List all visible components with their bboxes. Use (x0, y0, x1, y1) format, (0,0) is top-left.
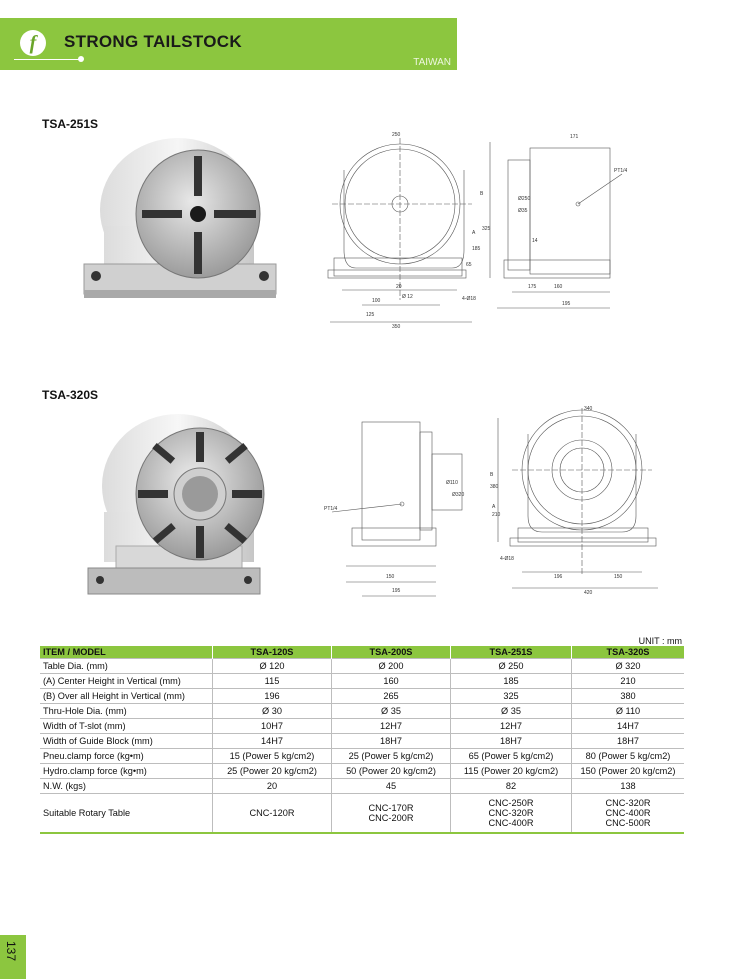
dim-label: Ø320 (452, 492, 465, 498)
dim-label: Ø110 (446, 480, 458, 486)
dim-label: 195 (392, 588, 401, 594)
dim-label: 420 (584, 590, 593, 596)
dim-label: B (480, 191, 484, 197)
table-cell: 18H7 (451, 734, 572, 749)
dim-label: Ø250 (518, 196, 531, 202)
row-label: Hydro.clamp force (kg•m) (40, 764, 213, 779)
table-cell: 25 (Power 20 kg/cm2) (213, 764, 332, 779)
drawing-tsa-320s (322, 404, 674, 604)
table-cell: 115 (213, 674, 332, 689)
product-photo-tsa-251s (82, 130, 282, 310)
row-label: Width of T-slot (mm) (40, 719, 213, 734)
table-cell: 14H7 (213, 734, 332, 749)
table-cell: 12H7 (332, 719, 451, 734)
dim-label: 380 (490, 484, 499, 490)
row-label: Pneu.clamp force (kg•m) (40, 749, 213, 764)
row-label: (B) Over all Height in Vertical (mm) (40, 689, 213, 704)
column-header: TSA-120S (213, 646, 332, 659)
unit-label: UNIT : mm (638, 636, 682, 646)
table-row (40, 779, 684, 794)
table-cell: 160 (332, 674, 451, 689)
table-cell: 25 (Power 5 kg/cm2) (332, 749, 451, 764)
column-header: TSA-320S (572, 646, 685, 659)
column-header: TSA-251S (451, 646, 572, 659)
table-cell: 18H7 (572, 734, 685, 749)
dim-label: Ø 12 (402, 294, 413, 300)
table-cell: CNC-320R CNC-400R CNC-500R (572, 794, 685, 834)
dim-label: A (492, 504, 496, 510)
table-row (40, 749, 684, 764)
dim-label: B (490, 472, 494, 478)
row-label: Suitable Rotary Table (40, 794, 213, 834)
table-cell: 45 (332, 779, 451, 794)
table-cell: 150 (Power 20 kg/cm2) (572, 764, 685, 779)
table-body (40, 659, 684, 834)
table-row (40, 659, 684, 674)
table-cell: 50 (Power 20 kg/cm2) (332, 764, 451, 779)
column-header: TSA-200S (332, 646, 451, 659)
table-cell: Ø 120 (213, 659, 332, 674)
dim-label: 350 (392, 324, 401, 330)
table-row (40, 674, 684, 689)
table-cell: Ø 35 (451, 704, 572, 719)
drawing-tsa-251s (322, 130, 627, 330)
page-title: STRONG TAILSTOCK (64, 32, 242, 51)
page-header (0, 18, 457, 70)
table-row (40, 719, 684, 734)
table-cell: 14H7 (572, 719, 685, 734)
table-cell: 265 (332, 689, 451, 704)
row-label: N.W. (kgs) (40, 779, 213, 794)
table-row (40, 734, 684, 749)
model-title-tsa-251s: TSA-251S (42, 117, 99, 131)
region-label: TAIWAN (413, 57, 451, 68)
spec-table (40, 646, 684, 834)
dim-label: PT1/4 (614, 168, 627, 174)
dim-label: PT1/4 (324, 506, 338, 512)
dim-label: 210 (492, 512, 501, 518)
table-cell: CNC-170R CNC-200R (332, 794, 451, 834)
dim-label: 340 (584, 406, 593, 412)
table-cell: 185 (451, 674, 572, 689)
dim-label: 160 (554, 284, 563, 290)
header-rule (14, 59, 80, 60)
table-cell: 115 (Power 20 kg/cm2) (451, 764, 572, 779)
table-cell: 82 (451, 779, 572, 794)
table-cell: Ø 110 (572, 704, 685, 719)
model-title-tsa-320s: TSA-320S (42, 388, 99, 402)
row-label: (A) Center Height in Vertical (mm) (40, 674, 213, 689)
table-cell: Ø 30 (213, 704, 332, 719)
dim-label: A (472, 230, 476, 236)
product-photo-tsa-320s (86, 408, 286, 604)
dim-label: 195 (562, 301, 571, 307)
table-cell: CNC-250R CNC-320R CNC-400R (451, 794, 572, 834)
dim-label: 185 (472, 246, 481, 252)
table-cell: 325 (451, 689, 572, 704)
row-label: Thru-Hole Dia. (mm) (40, 704, 213, 719)
table-cell: 15 (Power 5 kg/cm2) (213, 749, 332, 764)
dim-label: 150 (386, 574, 395, 580)
table-cell: 138 (572, 779, 685, 794)
table-cell: 18H7 (332, 734, 451, 749)
table-row (40, 689, 684, 704)
header-rule-dot (78, 56, 84, 62)
table-header-row (40, 646, 684, 659)
dim-label: 20 (396, 284, 402, 290)
table-cell: 12H7 (451, 719, 572, 734)
table-cell: 210 (572, 674, 685, 689)
table-cell: Ø 320 (572, 659, 685, 674)
dim-label: 4-Ø18 (500, 556, 514, 562)
dim-label: 250 (392, 132, 401, 138)
table-cell: Ø 250 (451, 659, 572, 674)
dim-label: 196 (554, 574, 563, 580)
table-cell: Ø 35 (332, 704, 451, 719)
table-cell: Ø 200 (332, 659, 451, 674)
brand-logo: f (20, 30, 46, 56)
dim-label: Ø35 (518, 208, 528, 214)
dim-label: 65 (466, 262, 472, 268)
table-row (40, 764, 684, 779)
dim-label: 4-Ø18 (462, 296, 476, 302)
dim-label: 325 (482, 226, 491, 232)
table-row (40, 704, 684, 719)
dim-label: 171 (570, 134, 579, 140)
table-cell: 65 (Power 5 kg/cm2) (451, 749, 572, 764)
page-number: 137 (4, 941, 18, 962)
column-header: ITEM / MODEL (40, 646, 213, 659)
table-cell: CNC-120R (213, 794, 332, 834)
dim-label: 125 (366, 312, 375, 318)
table-row (40, 794, 684, 834)
row-label: Table Dia. (mm) (40, 659, 213, 674)
table-cell: 80 (Power 5 kg/cm2) (572, 749, 685, 764)
dim-label: 175 (528, 284, 537, 290)
dim-label: 14 (532, 238, 538, 244)
table-cell: 380 (572, 689, 685, 704)
table-cell: 196 (213, 689, 332, 704)
dim-label: 100 (372, 298, 381, 304)
table-cell: 10H7 (213, 719, 332, 734)
table-cell: 20 (213, 779, 332, 794)
dim-label: 150 (614, 574, 623, 580)
row-label: Width of Guide Block (mm) (40, 734, 213, 749)
